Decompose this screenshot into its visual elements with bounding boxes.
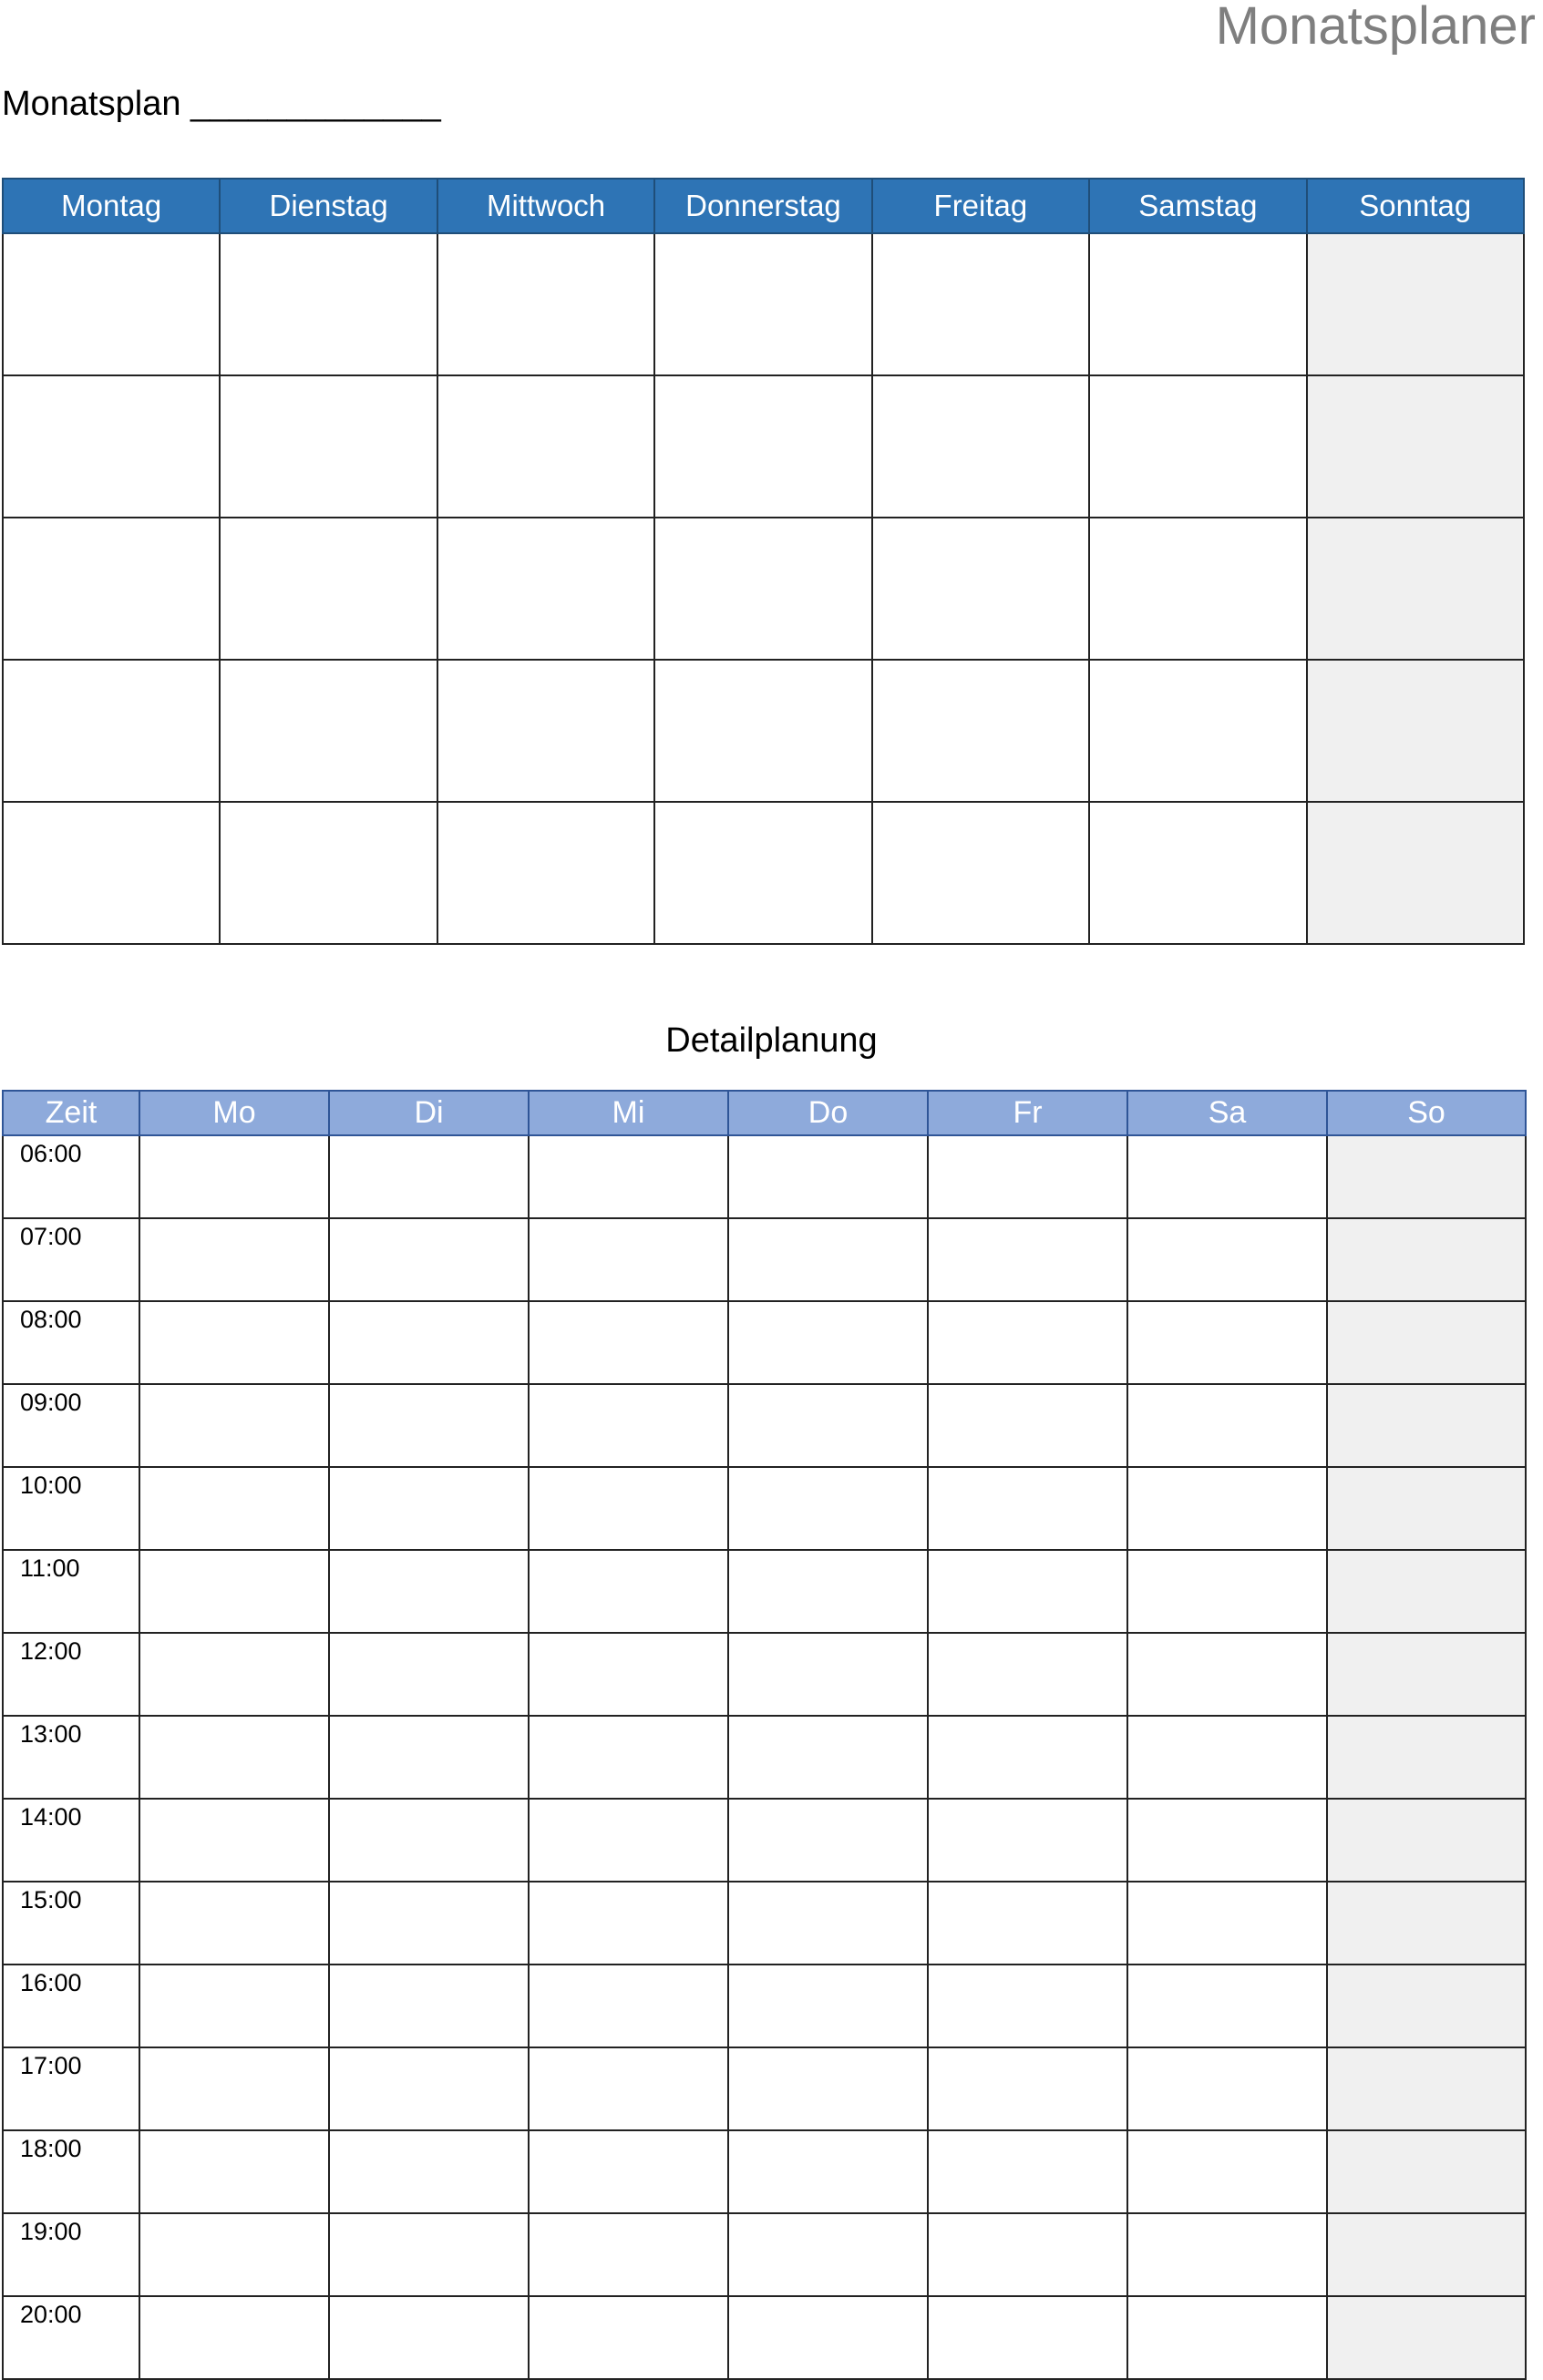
slot-cell[interactable] bbox=[928, 2130, 1127, 2213]
day-cell[interactable] bbox=[1089, 375, 1306, 518]
day-cell[interactable] bbox=[654, 518, 871, 660]
day-cell[interactable] bbox=[654, 375, 871, 518]
slot-cell[interactable] bbox=[728, 1384, 928, 1467]
time-column-header: Zeit bbox=[3, 1091, 139, 1135]
day-cell[interactable] bbox=[1307, 802, 1524, 944]
slot-cell[interactable] bbox=[728, 1550, 928, 1633]
slot-cell[interactable] bbox=[1327, 2213, 1526, 2296]
slot-cell[interactable] bbox=[529, 1716, 728, 1799]
day-header-friday: Freitag bbox=[872, 179, 1089, 233]
slot-cell[interactable] bbox=[329, 2130, 529, 2213]
slot-cell[interactable] bbox=[928, 1716, 1127, 1799]
slot-cell[interactable] bbox=[728, 1218, 928, 1301]
slot-cell[interactable] bbox=[928, 1965, 1127, 2047]
slot-cell[interactable] bbox=[529, 2130, 728, 2213]
slot-cell[interactable] bbox=[1327, 2296, 1526, 2379]
day-cell[interactable] bbox=[437, 660, 654, 802]
slot-cell[interactable] bbox=[1127, 1218, 1327, 1301]
slot-cell[interactable] bbox=[1327, 1384, 1526, 1467]
slot-cell[interactable] bbox=[139, 1799, 329, 1882]
slot-cell[interactable] bbox=[728, 1965, 928, 2047]
detail-grid bbox=[2, 1090, 1527, 2380]
slot-cell[interactable] bbox=[928, 1550, 1127, 1633]
day-header-tuesday: Dienstag bbox=[220, 179, 437, 233]
slot-cell[interactable] bbox=[329, 1218, 529, 1301]
slot-cell[interactable] bbox=[139, 2047, 329, 2130]
day-cell[interactable] bbox=[1307, 518, 1524, 660]
detail-day-header-fr: Fr bbox=[928, 1091, 1127, 1135]
slot-cell[interactable] bbox=[329, 2047, 529, 2130]
time-label: 11:00 bbox=[3, 1550, 139, 1633]
slot-cell[interactable] bbox=[1327, 1882, 1526, 1965]
time-label: 08:00 bbox=[3, 1301, 139, 1384]
slot-cell[interactable] bbox=[329, 1633, 529, 1716]
slot-cell[interactable] bbox=[139, 1633, 329, 1716]
slot-cell[interactable] bbox=[1127, 2296, 1327, 2379]
day-cell[interactable] bbox=[654, 802, 871, 944]
time-row bbox=[3, 1218, 1526, 1301]
time-label: 15:00 bbox=[3, 1882, 139, 1965]
time-row bbox=[3, 1550, 1526, 1633]
slot-cell[interactable] bbox=[139, 2213, 329, 2296]
day-cell[interactable] bbox=[872, 660, 1089, 802]
day-cell[interactable] bbox=[220, 518, 437, 660]
day-cell[interactable] bbox=[437, 802, 654, 944]
time-row bbox=[3, 1135, 1526, 1218]
slot-cell[interactable] bbox=[1127, 1301, 1327, 1384]
week-row bbox=[3, 802, 1524, 944]
slot-cell[interactable] bbox=[1127, 1965, 1327, 2047]
slot-cell[interactable] bbox=[329, 1550, 529, 1633]
detail-day-header-sa: Sa bbox=[1127, 1091, 1327, 1135]
detail-day-header-do: Do bbox=[728, 1091, 928, 1135]
time-row bbox=[3, 1965, 1526, 2047]
slot-cell[interactable] bbox=[1127, 2130, 1327, 2213]
slot-cell[interactable] bbox=[139, 1384, 329, 1467]
day-cell[interactable] bbox=[1307, 660, 1524, 802]
slot-cell[interactable] bbox=[1127, 1633, 1327, 1716]
day-cell[interactable] bbox=[872, 233, 1089, 375]
day-cell[interactable] bbox=[872, 518, 1089, 660]
slot-cell[interactable] bbox=[139, 1965, 329, 2047]
slot-cell[interactable] bbox=[928, 1218, 1127, 1301]
slot-cell[interactable] bbox=[139, 1882, 329, 1965]
slot-cell[interactable] bbox=[1327, 2130, 1526, 2213]
slot-cell[interactable] bbox=[928, 2047, 1127, 2130]
month-grid bbox=[2, 178, 1525, 945]
time-row bbox=[3, 2047, 1526, 2130]
day-header-thursday: Donnerstag bbox=[654, 179, 871, 233]
day-cell[interactable] bbox=[1089, 518, 1306, 660]
slot-cell[interactable] bbox=[728, 2213, 928, 2296]
detail-header-row bbox=[3, 1091, 1526, 1135]
day-cell[interactable] bbox=[3, 233, 220, 375]
slot-cell[interactable] bbox=[728, 1301, 928, 1384]
slot-cell[interactable] bbox=[728, 2047, 928, 2130]
day-cell[interactable] bbox=[1089, 233, 1306, 375]
slot-cell[interactable] bbox=[928, 1633, 1127, 1716]
slot-cell[interactable] bbox=[329, 1384, 529, 1467]
time-row bbox=[3, 2130, 1526, 2213]
slot-cell[interactable] bbox=[329, 1716, 529, 1799]
time-label: 17:00 bbox=[3, 2047, 139, 2130]
time-row bbox=[3, 1882, 1526, 1965]
time-label: 16:00 bbox=[3, 1965, 139, 2047]
slot-cell[interactable] bbox=[728, 1716, 928, 1799]
day-cell[interactable] bbox=[220, 660, 437, 802]
day-cell[interactable] bbox=[3, 375, 220, 518]
slot-cell[interactable] bbox=[728, 1799, 928, 1882]
slot-cell[interactable] bbox=[529, 1633, 728, 1716]
time-label: 20:00 bbox=[3, 2296, 139, 2379]
slot-cell[interactable] bbox=[928, 2213, 1127, 2296]
slot-cell[interactable] bbox=[139, 2130, 329, 2213]
week-row bbox=[3, 518, 1524, 660]
slot-cell[interactable] bbox=[329, 2296, 529, 2379]
time-row bbox=[3, 2213, 1526, 2296]
slot-cell[interactable] bbox=[1127, 1716, 1327, 1799]
slot-cell[interactable] bbox=[329, 1135, 529, 1218]
slot-cell[interactable] bbox=[529, 1135, 728, 1218]
slot-cell[interactable] bbox=[728, 1135, 928, 1218]
day-header-wednesday: Mittwoch bbox=[437, 179, 654, 233]
slot-cell[interactable] bbox=[529, 1218, 728, 1301]
slot-cell[interactable] bbox=[1127, 2047, 1327, 2130]
slot-cell[interactable] bbox=[1127, 1550, 1327, 1633]
time-label: 14:00 bbox=[3, 1799, 139, 1882]
slot-cell[interactable] bbox=[1327, 1965, 1526, 2047]
day-header-sunday: Sonntag bbox=[1307, 179, 1524, 233]
time-row bbox=[3, 2296, 1526, 2379]
time-label: 19:00 bbox=[3, 2213, 139, 2296]
day-cell[interactable] bbox=[1089, 660, 1306, 802]
slot-cell[interactable] bbox=[928, 1135, 1127, 1218]
slot-cell[interactable] bbox=[329, 1965, 529, 2047]
detail-day-header-so: So bbox=[1327, 1091, 1526, 1135]
slot-cell[interactable] bbox=[329, 2213, 529, 2296]
slot-cell[interactable] bbox=[529, 1467, 728, 1550]
slot-cell[interactable] bbox=[139, 1135, 329, 1218]
day-header-saturday: Samstag bbox=[1089, 179, 1306, 233]
day-cell[interactable] bbox=[220, 233, 437, 375]
slot-cell[interactable] bbox=[928, 1301, 1127, 1384]
day-cell[interactable] bbox=[437, 233, 654, 375]
slot-cell[interactable] bbox=[928, 1882, 1127, 1965]
slot-cell[interactable] bbox=[1327, 2047, 1526, 2130]
slot-cell[interactable] bbox=[139, 2296, 329, 2379]
slot-cell[interactable] bbox=[928, 1384, 1127, 1467]
slot-cell[interactable] bbox=[529, 2296, 728, 2379]
month-header-row bbox=[3, 179, 1524, 233]
slot-cell[interactable] bbox=[1327, 1218, 1526, 1301]
time-label: 18:00 bbox=[3, 2130, 139, 2213]
slot-cell[interactable] bbox=[139, 1218, 329, 1301]
slot-cell[interactable] bbox=[728, 2130, 928, 2213]
time-label: 12:00 bbox=[3, 1633, 139, 1716]
slot-cell[interactable] bbox=[529, 1301, 728, 1384]
slot-cell[interactable] bbox=[1127, 1135, 1327, 1218]
slot-cell[interactable] bbox=[529, 2047, 728, 2130]
slot-cell[interactable] bbox=[728, 1882, 928, 1965]
slot-cell[interactable] bbox=[928, 2296, 1127, 2379]
day-cell[interactable] bbox=[220, 802, 437, 944]
time-label: 09:00 bbox=[3, 1384, 139, 1467]
day-cell[interactable] bbox=[654, 660, 871, 802]
slot-cell[interactable] bbox=[329, 1882, 529, 1965]
day-cell[interactable] bbox=[3, 660, 220, 802]
slot-cell[interactable] bbox=[728, 1633, 928, 1716]
time-label: 07:00 bbox=[3, 1218, 139, 1301]
slot-cell[interactable] bbox=[1127, 1882, 1327, 1965]
time-row bbox=[3, 1716, 1526, 1799]
day-cell[interactable] bbox=[872, 802, 1089, 944]
slot-cell[interactable] bbox=[1327, 1550, 1526, 1633]
detail-heading: Detailplanung bbox=[665, 1021, 878, 1060]
slot-cell[interactable] bbox=[1127, 1799, 1327, 1882]
slot-cell[interactable] bbox=[139, 1301, 329, 1384]
slot-cell[interactable] bbox=[329, 1467, 529, 1550]
slot-cell[interactable] bbox=[728, 1467, 928, 1550]
slot-cell[interactable] bbox=[728, 2296, 928, 2379]
slot-cell[interactable] bbox=[1327, 1716, 1526, 1799]
detail-day-header-di: Di bbox=[329, 1091, 529, 1135]
detail-day-header-mi: Mi bbox=[529, 1091, 728, 1135]
day-cell[interactable] bbox=[872, 375, 1089, 518]
week-row bbox=[3, 660, 1524, 802]
time-label: 10:00 bbox=[3, 1467, 139, 1550]
day-cell[interactable] bbox=[3, 802, 220, 944]
slot-cell[interactable] bbox=[1127, 1384, 1327, 1467]
slot-cell[interactable] bbox=[529, 1384, 728, 1467]
slot-cell[interactable] bbox=[928, 1799, 1127, 1882]
slot-cell[interactable] bbox=[329, 1301, 529, 1384]
slot-cell[interactable] bbox=[1127, 2213, 1327, 2296]
slot-cell[interactable] bbox=[529, 1965, 728, 2047]
time-label: 13:00 bbox=[3, 1716, 139, 1799]
slot-cell[interactable] bbox=[1327, 1135, 1526, 1218]
day-cell[interactable] bbox=[654, 233, 871, 375]
slot-cell[interactable] bbox=[1327, 1301, 1526, 1384]
day-header-monday: Montag bbox=[3, 179, 220, 233]
time-label: 06:00 bbox=[3, 1135, 139, 1218]
slot-cell[interactable] bbox=[529, 1550, 728, 1633]
time-row bbox=[3, 1633, 1526, 1716]
slot-cell[interactable] bbox=[139, 1467, 329, 1550]
day-cell[interactable] bbox=[1089, 802, 1306, 944]
day-cell[interactable] bbox=[3, 518, 220, 660]
slot-cell[interactable] bbox=[139, 1716, 329, 1799]
slot-cell[interactable] bbox=[329, 1799, 529, 1882]
day-cell[interactable] bbox=[1307, 233, 1524, 375]
week-row bbox=[3, 233, 1524, 375]
month-plan-label: Monatsplan _____________ bbox=[2, 85, 441, 123]
slot-cell[interactable] bbox=[1327, 1633, 1526, 1716]
time-row bbox=[3, 1384, 1526, 1467]
day-cell[interactable] bbox=[1307, 375, 1524, 518]
document-title: Monatsplaner bbox=[1215, 0, 1536, 56]
slot-cell[interactable] bbox=[139, 1550, 329, 1633]
slot-cell[interactable] bbox=[529, 1799, 728, 1882]
day-cell[interactable] bbox=[220, 375, 437, 518]
slot-cell[interactable] bbox=[529, 1882, 728, 1965]
day-cell[interactable] bbox=[437, 375, 654, 518]
day-cell[interactable] bbox=[437, 518, 654, 660]
time-row bbox=[3, 1467, 1526, 1550]
time-row bbox=[3, 1799, 1526, 1882]
slot-cell[interactable] bbox=[529, 2213, 728, 2296]
time-row bbox=[3, 1301, 1526, 1384]
slot-cell[interactable] bbox=[1327, 1799, 1526, 1882]
slot-cell[interactable] bbox=[1327, 1467, 1526, 1550]
week-row bbox=[3, 375, 1524, 518]
detail-day-header-mo: Mo bbox=[139, 1091, 329, 1135]
slot-cell[interactable] bbox=[1127, 1467, 1327, 1550]
slot-cell[interactable] bbox=[928, 1467, 1127, 1550]
